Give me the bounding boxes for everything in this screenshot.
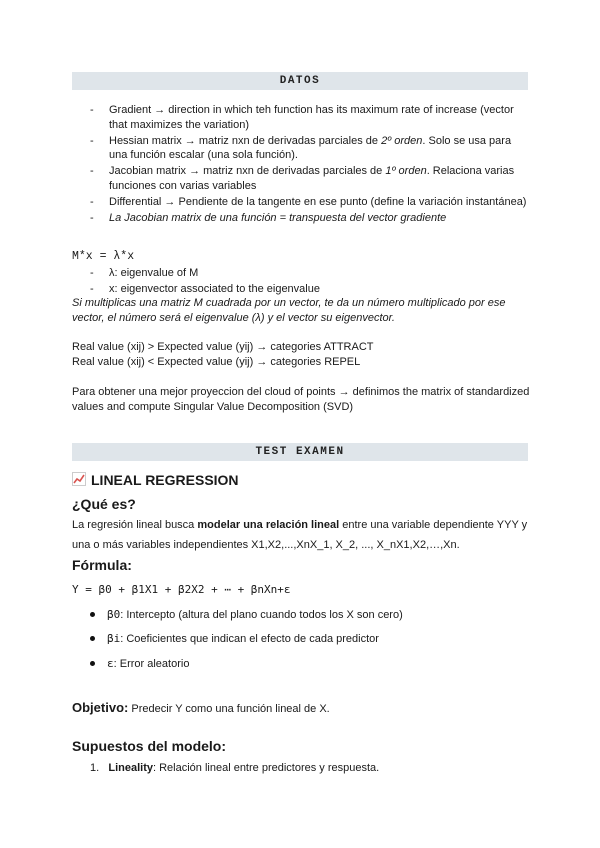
formula-symbol: β0 <box>107 608 121 621</box>
bullet-dot <box>90 612 95 617</box>
formula-heading: Fórmula: <box>72 557 132 573</box>
eigen-item: λ: eigenvalue of M <box>109 267 199 279</box>
supuesto-number: 1. <box>90 762 100 774</box>
bullet-text: . Relaciona varias funciones con varias variables <box>109 165 515 192</box>
bullet-text: . Solo se usa para una función escalar (una sola función). <box>109 134 512 161</box>
bullet-dot <box>90 661 95 666</box>
list-item <box>72 195 532 210</box>
formula-item-text: : Error aleatorio <box>113 658 190 670</box>
que-es-bold: modelar una relación lineal <box>197 519 340 531</box>
list-item <box>72 164 532 193</box>
formula-item <box>90 632 379 645</box>
que-es-text: La regresión lineal busca <box>72 519 198 531</box>
list-item <box>72 266 532 281</box>
formula-item-text: : Coeficientes que indican el efecto de cada predictor <box>120 633 379 645</box>
bullet-italic: 2º orden <box>381 134 423 147</box>
list-item <box>72 134 532 163</box>
objetivo-text: Predecir Y como una función lineal de X. <box>128 703 330 715</box>
chart-increasing-icon <box>72 472 86 486</box>
formula-item <box>90 608 403 621</box>
que-es-text: entre una variable dependiente YYY y una o más variables independientes X1,X2,...,XnX_1, X_2, ..., X_nX1,X2,…,Xn. <box>72 519 528 551</box>
bullet-text: Jacobian matrix → matriz nxn de derivadas parciales de <box>109 165 386 177</box>
svd-text: Para obtener una mejor proyeccion del cloud of points → definimos the matrix of standardized values and compute Singular Value Decomposition (SVD) <box>72 386 530 413</box>
bullet-text: Gradient → direction in which teh function has its maximum rate of increase (vector that maximizes the variation) <box>109 104 514 131</box>
supuesto-bold: Lineality <box>108 762 153 774</box>
bullet-text: Differential → Pendiente de la tangente en ese punto (define la variación instantánea) <box>109 195 527 208</box>
que-es-paragraph <box>72 515 542 555</box>
formula-symbol: βi <box>107 632 121 645</box>
datos-header: DATOS <box>72 72 528 90</box>
bullet-italic: 1º orden <box>385 165 427 177</box>
real-value-attract: Real value (xij) > Expected value (yij) → categories ATTRACT <box>72 341 374 353</box>
que-es-heading: ¿Qué es? <box>72 496 136 512</box>
datos-bullet-list <box>72 103 532 227</box>
formula-symbol: ε <box>107 657 114 670</box>
list-item <box>72 103 532 132</box>
supuestos-heading: Supuestos del modelo: <box>72 738 227 754</box>
eigen-equation: M*x = λ*x <box>72 250 135 263</box>
section-title <box>72 472 239 488</box>
real-value-repel: Real value (xij) < Expected value (yij) → categories REPEL <box>72 356 361 368</box>
formula: Y = β0 + β1X1 + β2X2 + ⋯ + βnXn+ε <box>72 583 291 596</box>
eigen-list <box>72 266 532 298</box>
supuesto-text: : Relación lineal entre predictores y respuesta. <box>152 762 380 774</box>
list-item <box>72 211 532 226</box>
supuesto-item <box>90 762 379 774</box>
eigen-note: Si multiplicas una matriz M cuadrada por un vector, te da un número multiplicado por ese vector, el número será el eigenvalue (λ) y el vector su eigenvector. <box>72 297 506 324</box>
objetivo <box>72 701 532 717</box>
bullet-dot <box>90 636 95 641</box>
bullet-text: Hessian matrix → matriz nxn de derivadas parciales de <box>109 134 382 147</box>
objetivo-label: Objetivo: <box>72 700 129 715</box>
eigen-item: x: eigenvector associated to the eigenvalue <box>109 283 320 295</box>
list-item <box>72 282 532 297</box>
formula-item <box>90 657 189 670</box>
bullet-italic: La Jacobian matrix de una función = transpuesta del vector gradiente <box>109 211 447 224</box>
test-header: TEST EXAMEN <box>72 443 528 461</box>
section-title-text: LINEAL REGRESSION <box>91 472 239 488</box>
formula-item-text: : Intercepto (altura del plano cuando todos los X son cero) <box>120 609 403 621</box>
